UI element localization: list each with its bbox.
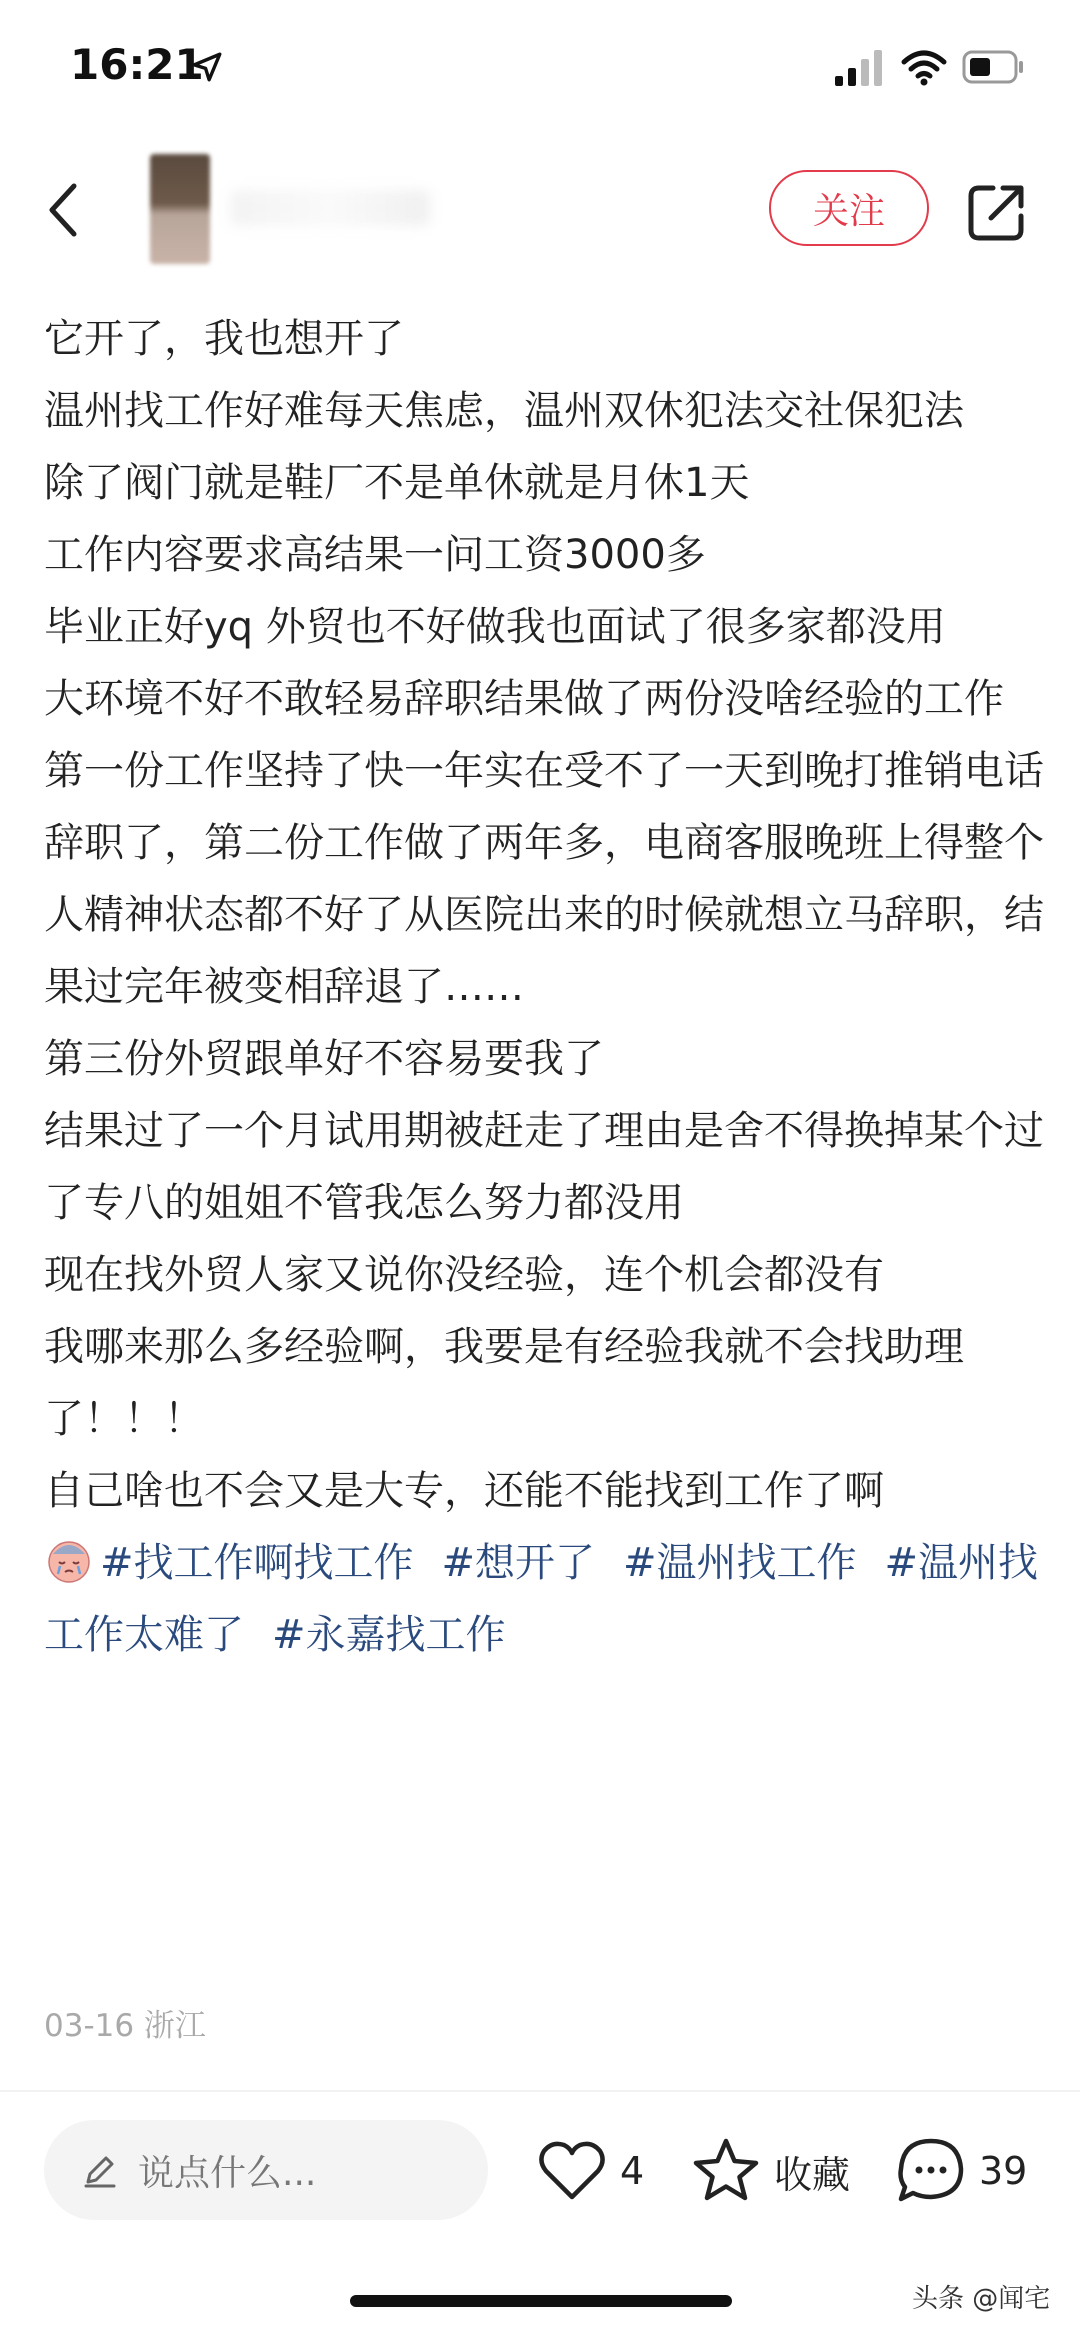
- wifi-icon: [900, 48, 948, 86]
- like-button[interactable]: [536, 2128, 644, 2214]
- status-bar: [0, 0, 1080, 130]
- post-line: 它开了，我也想开了: [44, 316, 404, 362]
- post-header: [0, 150, 1080, 270]
- comment-button[interactable]: [895, 2128, 1027, 2214]
- location-arrow-icon: [190, 50, 224, 84]
- watermark: 头条 @闻宅: [912, 2284, 1051, 2314]
- home-indicator[interactable]: [350, 2295, 732, 2307]
- pen-icon: [80, 2150, 120, 2190]
- post-line: 自己啥也不会又是大专，还能不能找到工作了啊: [44, 1468, 884, 1514]
- comment-bubble-icon: [895, 2135, 967, 2207]
- post-line: 第一份工作坚持了快一年实在受不了一天到晚打推销电话辞职了，第二份工作做了两年多，电商客服晚班上得整个人精神状态都不好了从医院出来的时候就想立马辞职，结果过完年被变相辞退了……: [44, 748, 1044, 1010]
- favorite-label: 收藏: [774, 2152, 851, 2197]
- comment-placeholder: 说点什么...: [138, 2152, 317, 2194]
- status-time: 16:21: [70, 40, 204, 89]
- hashtag-link[interactable]: #永嘉找工作: [272, 1612, 506, 1658]
- comment-count: 39: [979, 2149, 1028, 2193]
- hashtag-link[interactable]: #温州找工作太难了: [44, 1540, 1039, 1658]
- follow-button[interactable]: 关注: [769, 170, 929, 246]
- post-content: [44, 303, 1044, 1671]
- comment-input[interactable]: [44, 2120, 488, 2220]
- post-line: 大环境不好不敢轻易辞职结果做了两份没啥经验的工作: [44, 676, 1004, 722]
- username-blurred[interactable]: [230, 190, 430, 226]
- post-date-location: 03-16 浙江: [44, 2008, 206, 2044]
- like-count: 4: [620, 2149, 645, 2193]
- post-line: 除了阀门就是鞋厂不是单休就是月休1天: [44, 460, 750, 506]
- crying-emoji-icon: [44, 1534, 94, 1584]
- post-line: 温州找工作好难每天焦虑，温州双休犯法交社保犯法: [44, 388, 964, 434]
- post-line: 毕业正好yq 外贸也不好做我也面试了很多家都没用: [44, 604, 946, 650]
- hashtag-link[interactable]: #想开了: [441, 1540, 596, 1586]
- post-line: 第三份外贸跟单好不容易要我了: [44, 1036, 604, 1082]
- share-icon[interactable]: [965, 180, 1029, 244]
- battery-icon: [962, 48, 1026, 86]
- cellular-signal-icon: [835, 50, 885, 86]
- star-icon: [690, 2135, 762, 2207]
- favorite-button[interactable]: [690, 2128, 850, 2214]
- heart-icon: [536, 2135, 608, 2207]
- divider: [0, 2090, 1080, 2092]
- post-line: 结果过了一个月试用期被赶走了理由是舍不得换掉某个过了专八的姐姐不管我怎么努力都没用: [44, 1108, 1044, 1226]
- back-chevron-icon[interactable]: [40, 178, 90, 242]
- post-line: 我哪来那么多经验啊，我要是有经验我就不会找助理了！！！: [44, 1324, 964, 1442]
- hashtag-link[interactable]: #温州找工作: [623, 1540, 857, 1586]
- hashtag-list: [44, 1527, 1044, 1671]
- hashtag-link[interactable]: #找工作啊找工作: [100, 1540, 414, 1586]
- avatar[interactable]: [150, 154, 210, 264]
- post-line: 工作内容要求高结果一问工资3000多: [44, 532, 706, 578]
- post-line: 现在找外贸人家又说你没经验，连个机会都没有: [44, 1252, 884, 1298]
